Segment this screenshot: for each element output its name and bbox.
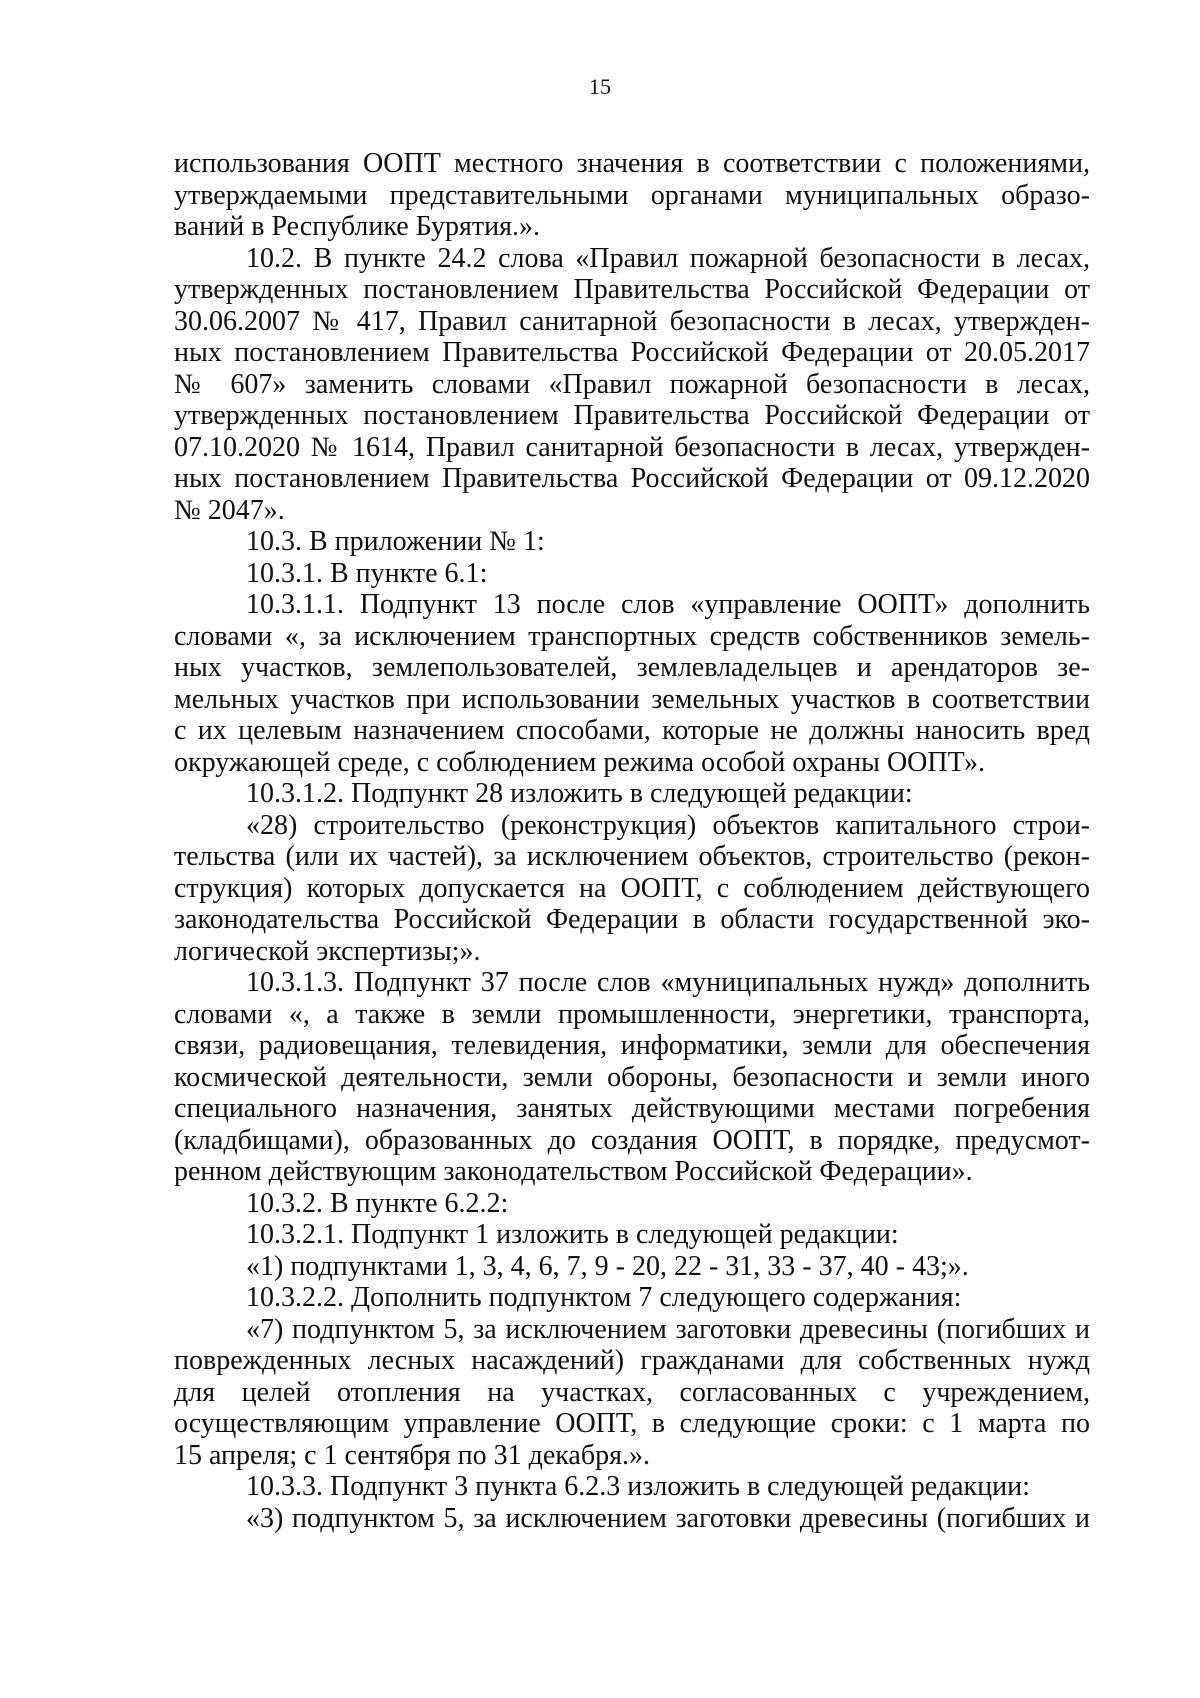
text-line: 10.3.3. Подпункт 3 пункта 6.2.3 изложить в следующей редакции: bbox=[246, 1471, 1030, 1502]
text-line: использования ООПТ местного значения в соответствии с положениями, bbox=[174, 148, 1090, 179]
text-line: с их целевым назначением способами, которые не должны наносить вред bbox=[174, 715, 1090, 746]
text-line: утвержденных постановлением Правительства Российской Федерации от bbox=[174, 274, 1090, 305]
text-line: струкция) которых допускается на ООПТ, с соблюдением действующего bbox=[174, 872, 1090, 904]
text-line: (кладбищами), образованных до создания ООПТ, в порядке, предусмот- bbox=[174, 1124, 1090, 1156]
text-line: № 607» заменить словами «Правил пожарной безопасности в лесах, bbox=[174, 368, 1090, 400]
text-line: 10.3.2. В пункте 6.2.2: bbox=[246, 1187, 509, 1219]
text-line: ренном действующим законодательством Российской Федерации». bbox=[174, 1156, 973, 1187]
text-line: 10.3.2.1. Подпункт 1 изложить в следующей редакции: bbox=[246, 1219, 899, 1250]
document-body bbox=[174, 148, 1090, 1534]
text-line: 30.06.2007 № 417, Правил санитарной безопасности в лесах, утвержден- bbox=[174, 305, 1090, 337]
text-line: 07.10.2020 № 1614, Правил санитарной безопасности в лесах, утвержден- bbox=[174, 431, 1090, 463]
text-line: 15 апреля; с 1 сентября по 31 декабря.». bbox=[174, 1439, 650, 1471]
text-line: 10.3. В приложении № 1: bbox=[246, 526, 545, 557]
text-line: тельства (или их частей), за исключением объектов, строительство (рекон- bbox=[174, 841, 1090, 872]
text-line: ных участков, землепользователей, землевладельцев и арендаторов зе- bbox=[174, 652, 1090, 683]
text-line: для целей отопления на участках, согласованных с учреждением, bbox=[174, 1376, 1090, 1408]
text-line: 10.2. В пункте 24.2 слова «Правил пожарной безопасности в лесах, bbox=[246, 242, 1090, 274]
text-line: утверждаемыми представительными органами муниципальных образо- bbox=[174, 179, 1090, 211]
text-line: 10.3.2.2. Дополнить подпунктом 7 следующего содержания: bbox=[246, 1282, 962, 1313]
text-line: поврежденных лесных насаждений) гражданами для собственных нужд bbox=[174, 1345, 1090, 1376]
text-line: осуществляющим управление ООПТ, в следующие сроки: с 1 марта по bbox=[174, 1408, 1090, 1439]
text-line: «3) подпунктом 5, за исключением заготовки древесины (погибших и bbox=[246, 1502, 1090, 1534]
text-line: законодательства Российской Федерации в области государственной эко- bbox=[174, 904, 1090, 935]
text-line: ваний в Республике Бурятия.». bbox=[174, 211, 541, 242]
text-line: окружающей среде, с соблюдением режима особой охраны ООПТ». bbox=[174, 746, 985, 778]
text-line: 10.3.1.1. Подпункт 13 после слов «управление ООПТ» дополнить bbox=[246, 589, 1090, 620]
text-line: мельных участков при использовании земельных участков в соответствии bbox=[174, 683, 1090, 715]
text-line: 10.3.1. В пункте 6.1: bbox=[246, 557, 488, 589]
text-line: № 2047». bbox=[174, 494, 285, 526]
text-line: «7) подпунктом 5, за исключением заготовки древесины (погибших и bbox=[246, 1313, 1090, 1345]
text-line: специального назначения, занятых действующими местами погребения bbox=[174, 1093, 1090, 1124]
text-line: утвержденных постановлением Правительства Российской Федерации от bbox=[174, 400, 1090, 431]
text-line: 10.3.1.3. Подпункт 37 после слов «муниципальных нужд» дополнить bbox=[246, 967, 1090, 998]
text-line: связи, радиовещания, телевидения, информатики, земли для обеспечения bbox=[174, 1030, 1090, 1061]
text-line: словами «, за исключением транспортных средств собственников земель- bbox=[174, 620, 1090, 652]
text-line: 10.3.1.2. Подпункт 28 изложить в следующей редакции: bbox=[246, 778, 913, 809]
page-number: 15 bbox=[589, 74, 611, 99]
text-line: логической экспертизы;». bbox=[174, 935, 481, 967]
text-line: словами «, а также в земли промышленности, энергетики, транспорта, bbox=[174, 998, 1090, 1030]
text-line: ных постановлением Правительства Российской Федерации от 20.05.2017 bbox=[174, 337, 1090, 368]
text-line: ных постановлением Правительства Российской Федерации от 09.12.2020 bbox=[174, 463, 1090, 494]
text-line: «1) подпунктами 1, 3, 4, 6, 7, 9 - 20, 22 - 31, 33 - 37, 40 - 43;». bbox=[246, 1250, 969, 1282]
text-line: «28) строительство (реконструкция) объектов капитального строи- bbox=[246, 809, 1090, 841]
text-line: космической деятельности, земли обороны, безопасности и земли иного bbox=[174, 1061, 1090, 1093]
